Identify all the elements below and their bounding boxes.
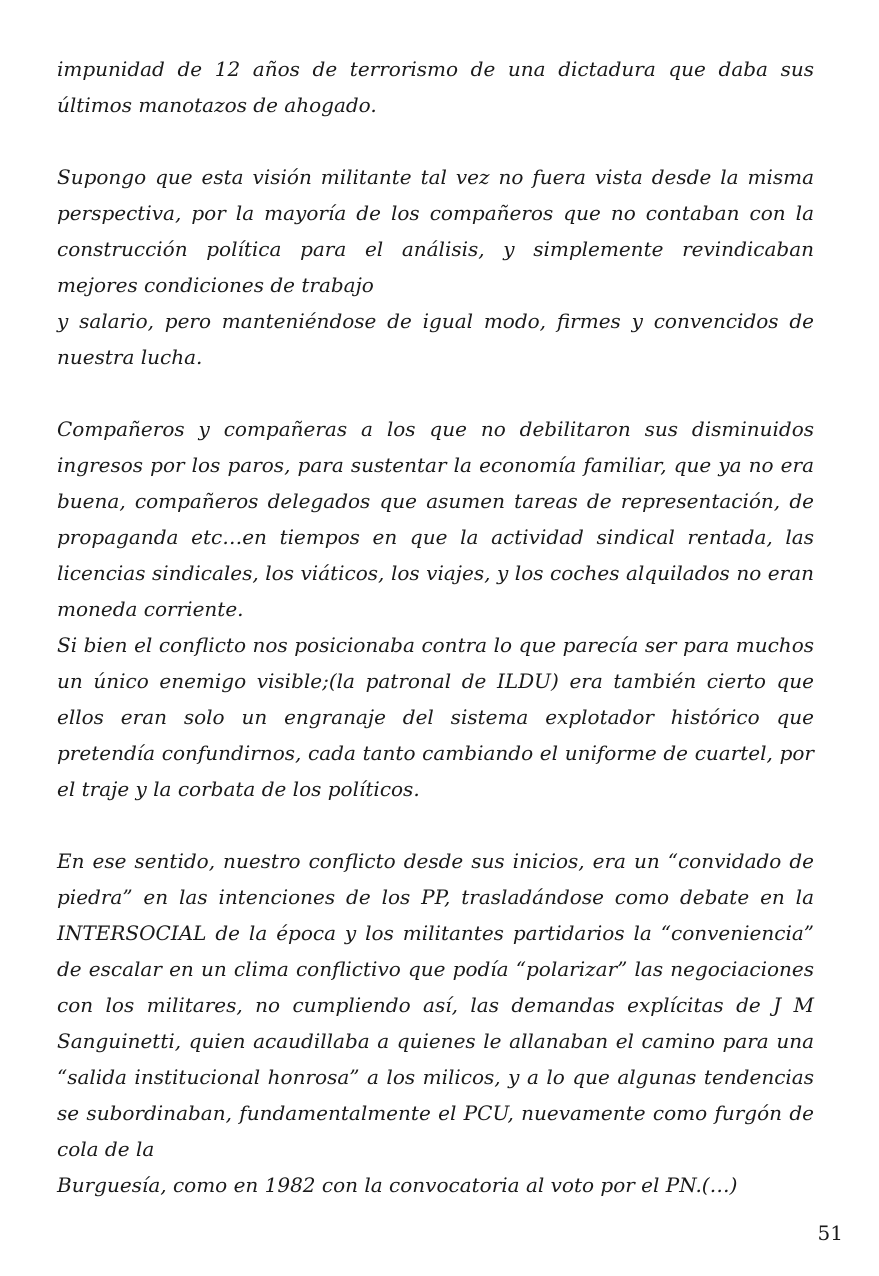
- paragraph-gap: [57, 123, 814, 159]
- page-number: 51: [817, 1221, 843, 1245]
- paragraph: En ese sentido, nuestro conflicto desde sus inicios, era un “convidado de piedra” en las intenciones de los PP, trasladándose como debate en la INTERSOCIAL de la época y los militantes partidarios la “conveniencia” de escalar en un clima conflictivo que podía “polarizar” las negociaciones con los militares, no cumpliendo así, las demandas explícitas de J M Sanguinetti, quien acaudillaba a quienes le allanaban el camino para una “salida institucional honrosa” a los milicos, y a lo que algunas tendencias se subordinaban, fundamentalmente el PCU, nuevamente como furgón de cola de la: [57, 849, 814, 1161]
- paragraph: Supongo que esta visión militante tal vez no fuera vista desde la misma perspectiva, por la mayoría de los compañeros que no contaban con la construcción política para el análisis, y simplemente revindicaban mejores condiciones de trabajo: [57, 165, 814, 297]
- page-body: [57, 51, 814, 1203]
- paragraph-gap: [57, 375, 814, 411]
- paragraph: y salario, pero manteniéndose de igual modo, firmes y convencidos de nuestra lucha.: [57, 309, 814, 369]
- paragraph: Compañeros y compañeras a los que no debilitaron sus disminuidos ingresos por los paros, para sustentar la economía familiar, que ya no era buena, compañeros delegados que asumen tareas de representación, de propaganda etc…en tiempos en que la actividad sindical rentada, las licencias sindicales, los viáticos, los viajes, y los coches alquilados no eran moneda corriente.: [57, 417, 814, 621]
- paragraph: Burguesía, como en 1982 con la convocatoria al voto por el PN.(…): [57, 1173, 738, 1197]
- paragraph-gap: [57, 807, 814, 843]
- paragraph: impunidad de 12 años de terrorismo de una dictadura que daba sus últimos manotazos de ahogado.: [57, 57, 814, 117]
- paragraph: Si bien el conflicto nos posicionaba contra lo que parecía ser para muchos un único enemigo visible;(la patronal de ILDU) era también cierto que ellos eran solo un engranaje del sistema explotador histórico que pretendía confundirnos, cada tanto cambiando el uniforme de cuartel, por el traje y la corbata de los políticos.: [57, 633, 814, 801]
